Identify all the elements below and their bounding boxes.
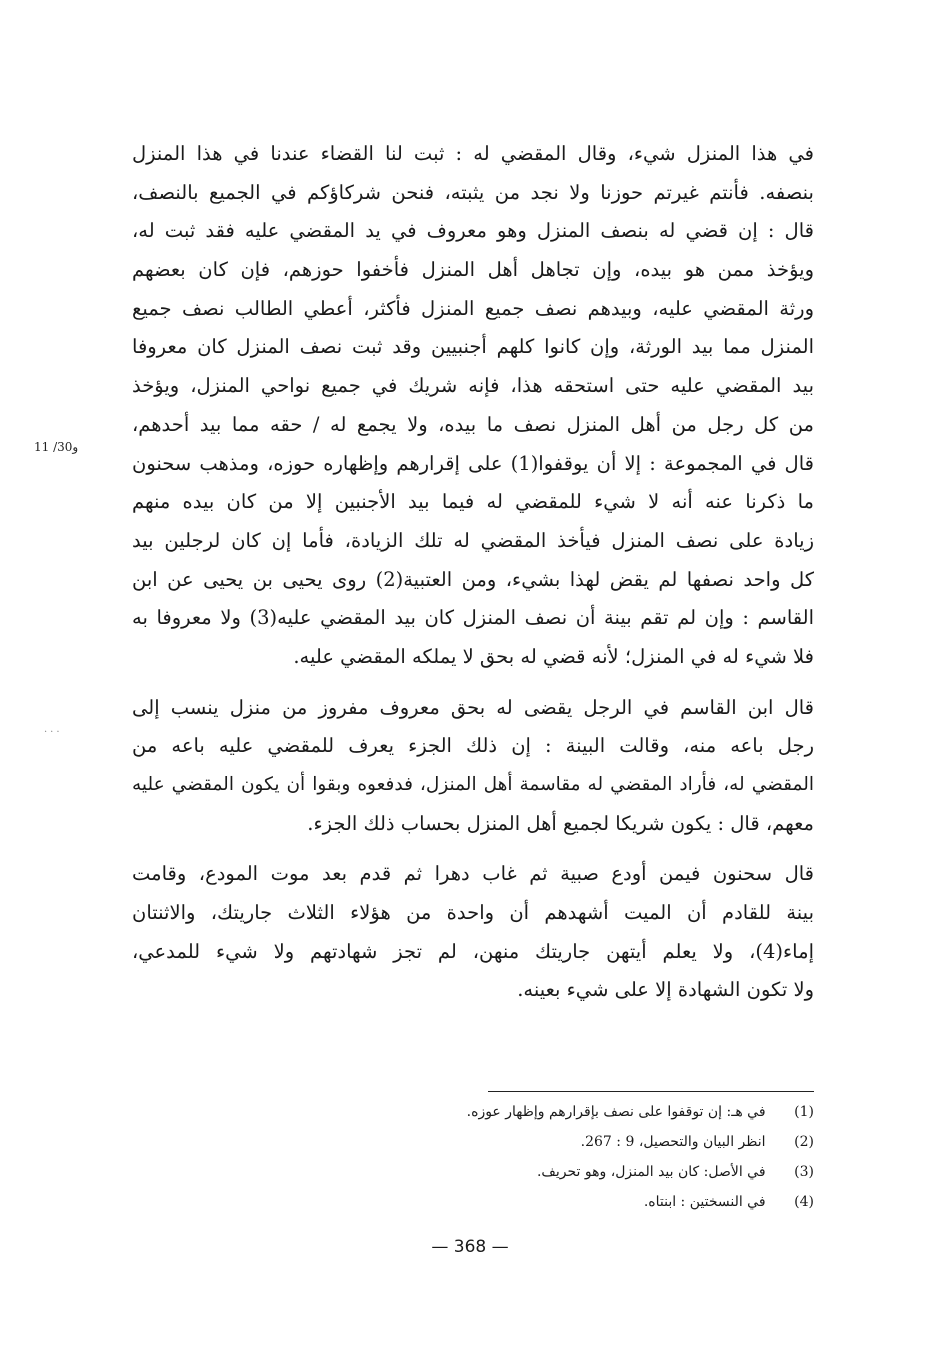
- text-line: ويؤخذ ممن هو بيده، وإن تجاهل أهل المنزل فأخفوا حوزهم، فإن كان بعضهم: [132, 258, 814, 282]
- footnote-number: (4): [794, 1194, 814, 1210]
- main-text: [132, 135, 814, 1010]
- text-line: قال : إن قضي له بنصف المنزل وهو معروف في يد المقضي عليه فقد ثبت له،: [132, 219, 814, 243]
- paragraph-3: [132, 855, 814, 1010]
- text-line: بيد المقضي عليه حتى استحقه هذا، فإنه شريك في جميع نواحي المنزل، ويؤخذ: [132, 374, 814, 398]
- text-line: قال ابن القاسم في الرجل يقضى له بحق معروف مفروز من منزل ينسب إلى: [132, 695, 814, 719]
- paragraph-1: [132, 135, 814, 677]
- text-line: المنزل مما بيد الورثة، وإن كانوا كلهم أجنبيين وقد ثبت نصف المنزل كان معروفا: [132, 335, 814, 359]
- footnote-number: (2): [794, 1134, 814, 1150]
- text-line: رجل باعه منه، وقالت البينة : إن ذلك الجزء يعرف للمقضي عليه باعه من: [132, 734, 814, 758]
- footnote-text: انظر البيان والتحصيل، 9 : 267.: [580, 1134, 766, 1150]
- text-line: بينة للقادم أن الميت أشهدهم أن واحدة من هؤلاء الثلاث جاريتك، والاثنتان: [132, 901, 814, 925]
- footnote-number: (1): [794, 1104, 814, 1120]
- margin-dots: ...: [44, 724, 63, 735]
- text-line: في هذا المنزل شيء، وقال المقضي له : ثبت لنا القضاء عندنا في هذا المنزل: [132, 142, 814, 165]
- text-line: قال سحنون فيمن أودع صبية ثم غاب دهرا ثم قدم بعد موت المودع، وقامت: [132, 862, 814, 886]
- paragraph-2: [132, 689, 814, 844]
- text-line: ولا تكون الشهادة إلا على شيء بعينه.: [517, 978, 814, 1002]
- text-line: المقضي له، فأراد المقضي له مقاسمة أهل المنزل، فدفعوه وبقوا أن يكون المقضي عليه: [132, 774, 814, 795]
- text-line: فلا شيء له في المنزل؛ لأنه قضي له بحق لا يملكه المقضي عليه.: [293, 644, 814, 668]
- page-number: — 368 —: [431, 1237, 509, 1257]
- footnote-text: في هـ: إن توقفوا على نصف بإقرارهم وإظهار عوزه.: [466, 1104, 766, 1120]
- text-line: القاسم : وإن لم تقم بينة أن نصف المنزل كان بيد المقضي عليه(3) ولا معروفا به: [132, 606, 814, 630]
- footnote-divider: [488, 1091, 814, 1092]
- footnote-text: في الأصل: كان بيد المنزل، وهو تحريف.: [536, 1164, 766, 1180]
- footnote-item: [330, 1127, 814, 1157]
- footnote-number: (3): [794, 1164, 814, 1180]
- footnote-text: في النسختين : ابنتاه.: [643, 1194, 766, 1210]
- text-line: زيادة على نصف المنزل فيأخذ المقضي له تلك الزيادة، فأما إن كان لرجلين بيد: [132, 528, 814, 552]
- footnote-item: [330, 1157, 814, 1187]
- text-line: بنصفه. فأنتم غيرتم حوزنا ولا نجد من يثبته، فنحن شركاؤكم في الجميع بالنصف،: [132, 180, 814, 204]
- footnote-item: [330, 1187, 814, 1217]
- text-line: ما ذكرنا عنه أنه لا شيء للمقضي له فيما بيد الأجنبين إلا من كان بيده منهم: [132, 490, 814, 514]
- margin-folio-note: 11 /30و: [34, 440, 79, 454]
- text-line: كل واحد نصفها لم يقض لهذا بشيء، ومن العتبية(2) روى يحيى بن يحيى عن ابن: [132, 567, 814, 591]
- footnotes: [330, 1097, 814, 1217]
- text-line: ورثة المقضي عليه، وبيدهم نصف جميع المنزل فأكثر، أعطي الطالب نصف جميع: [132, 296, 814, 320]
- footnote-item: [330, 1097, 814, 1127]
- text-line: قال في المجموعة : إلا أن يوقفوا(1) على إقرارهم وإظهاره حوزه، ومذهب سحنون: [132, 451, 814, 475]
- text-line: إماء(4)، ولا يعلم أيتهن جاريتك منهن، لم تجز شهادتهم ولا شيء للمدعي،: [132, 939, 814, 963]
- text-line: معهم، قال : يكون شريكا لجميع أهل المنزل بحساب ذلك الجزء.: [307, 811, 814, 835]
- text-line: من كل رجل من أهل المنزل نصف ما بيده، ولا يجمع له / حقه مما بيد أحدهم،: [132, 412, 814, 436]
